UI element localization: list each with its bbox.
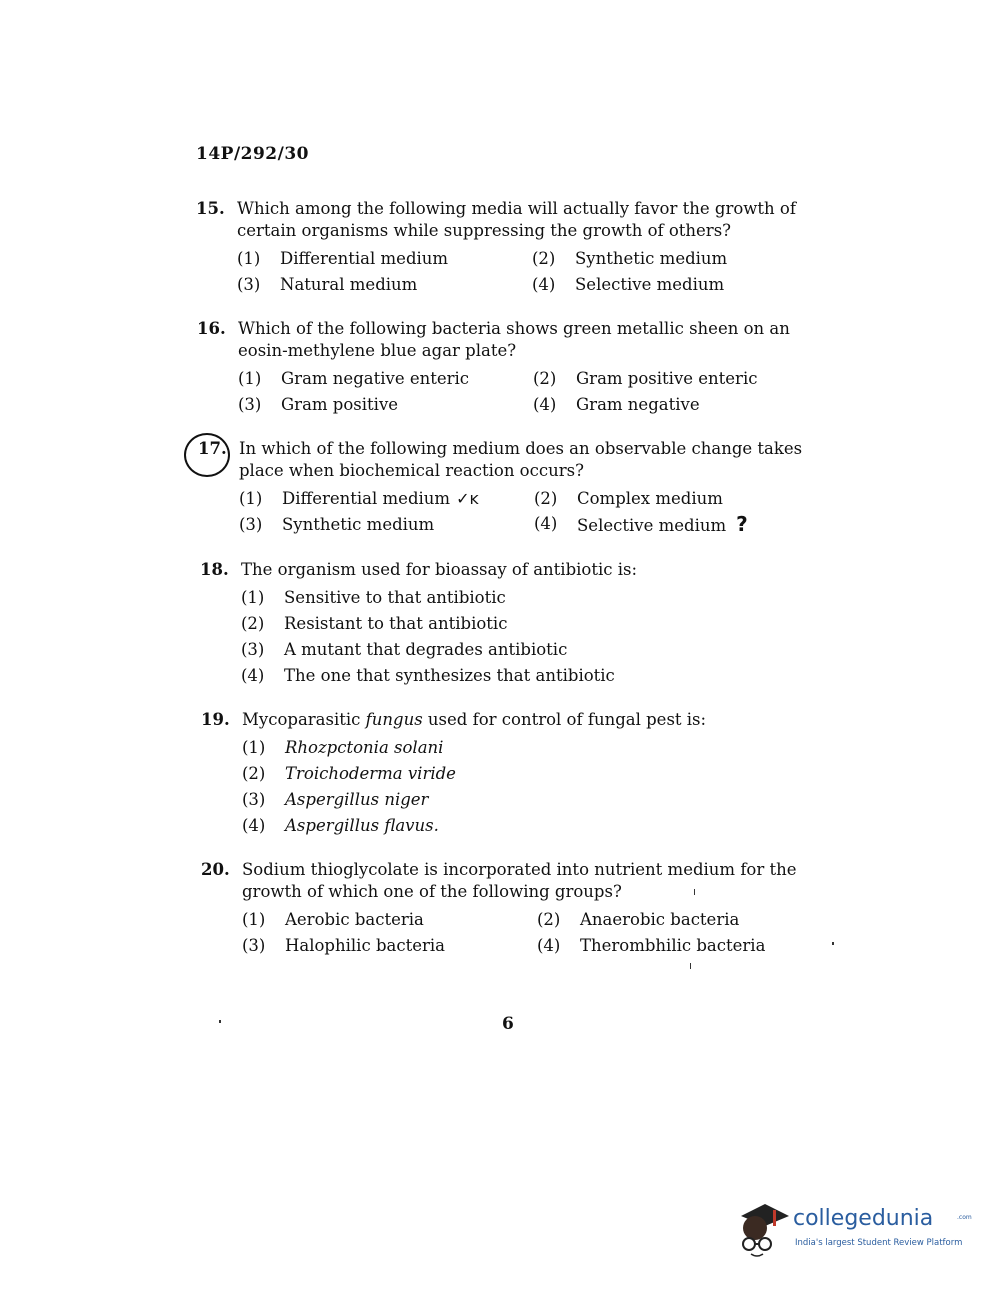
options [242, 735, 822, 839]
option-3: (3) Aspergillus niger [242, 790, 429, 809]
logo-suffix: .com [957, 1214, 972, 1221]
option-3: (3) Halophilic bacteria [242, 936, 445, 955]
option-3: (3) Gram positive [238, 395, 399, 414]
question-number: 15. [196, 199, 225, 218]
option-4: (4) Gram negative [533, 395, 700, 414]
question-number: 18. [200, 560, 229, 579]
option-1: (1) Differential medium [237, 249, 449, 268]
logo-name: collegedunia [793, 1206, 934, 1231]
options [238, 366, 828, 418]
option-2: (2) Resistant to that antibiotic [241, 614, 508, 633]
option-1: (1) Aerobic bacteria [242, 910, 424, 929]
option-2: (2) Complex medium [534, 489, 723, 508]
page-code: 14P/292/30 [196, 144, 310, 164]
option-2: (2) Gram positive enteric [533, 369, 758, 388]
question-17 [198, 438, 829, 538]
option-2: (2) Synthetic medium [532, 249, 728, 268]
option-2: (2) Anaerobic bacteria [537, 910, 740, 929]
handwritten-tick: ✓ĸ [456, 489, 479, 508]
handwritten-question-mark: ? [736, 512, 748, 536]
question-18 [200, 559, 821, 689]
student-mascot-icon [735, 1198, 791, 1258]
scan-speck [832, 942, 834, 945]
option-4: (4) Therombhilic bacteria [537, 936, 766, 955]
question-15 [196, 198, 827, 298]
option-1: (1) Gram negative enteric [238, 369, 470, 388]
question-text: Which of the following bacteria shows green metallic sheen on an eosin-methylene blue agar plate? [238, 319, 790, 360]
option-1: (1) Rhozpctonia solani [242, 738, 444, 757]
page-number: 6 [502, 1014, 514, 1034]
option-4: (4) Selective medium ? [534, 512, 748, 536]
question-16 [197, 318, 828, 418]
option-3: (3) Synthetic medium [239, 515, 435, 534]
question-number: 20. [201, 860, 230, 879]
question-text: The organism used for bioassay of antibiotic is: [241, 560, 638, 579]
logo-tagline: India's largest Student Review Platform [795, 1238, 963, 1248]
question-text: Which among the following media will actually favor the growth of certain organisms while suppressing the growth of others? [237, 199, 796, 240]
scan-speck [219, 1020, 221, 1023]
option-4: (4) Selective medium [532, 275, 725, 294]
option-1: (1) Differential medium ✓ĸ [239, 489, 479, 508]
question-number: 19. [201, 710, 230, 729]
options [241, 585, 821, 689]
question-20 [201, 859, 832, 959]
option-3: (3) A mutant that degrades antibiotic [241, 640, 568, 659]
option-3: (3) Natural medium [237, 275, 418, 294]
scan-speck [694, 889, 695, 895]
options [239, 486, 829, 538]
collegedunia-logo [735, 1198, 972, 1264]
scan-speck [690, 963, 691, 969]
option-2: (2) Troichoderma viride [242, 764, 456, 783]
options [242, 907, 832, 959]
question-number: 17. [198, 439, 227, 458]
question-text: In which of the following medium does an observable change takes place when biochemical reaction occurs? [239, 439, 803, 480]
question-text: Mycoparasitic fungus used for control of fungal pest is: [242, 710, 707, 729]
option-4: (4) The one that synthesizes that antibiotic [241, 666, 615, 685]
options [237, 246, 827, 298]
option-1: (1) Sensitive to that antibiotic [241, 588, 506, 607]
question-number: 16. [197, 319, 226, 338]
question-text: Sodium thioglycolate is incorporated into nutrient medium for the growth of which one of the following groups? [242, 860, 797, 901]
question-19 [201, 709, 822, 839]
option-4: (4) Aspergillus flavus. [242, 816, 439, 835]
